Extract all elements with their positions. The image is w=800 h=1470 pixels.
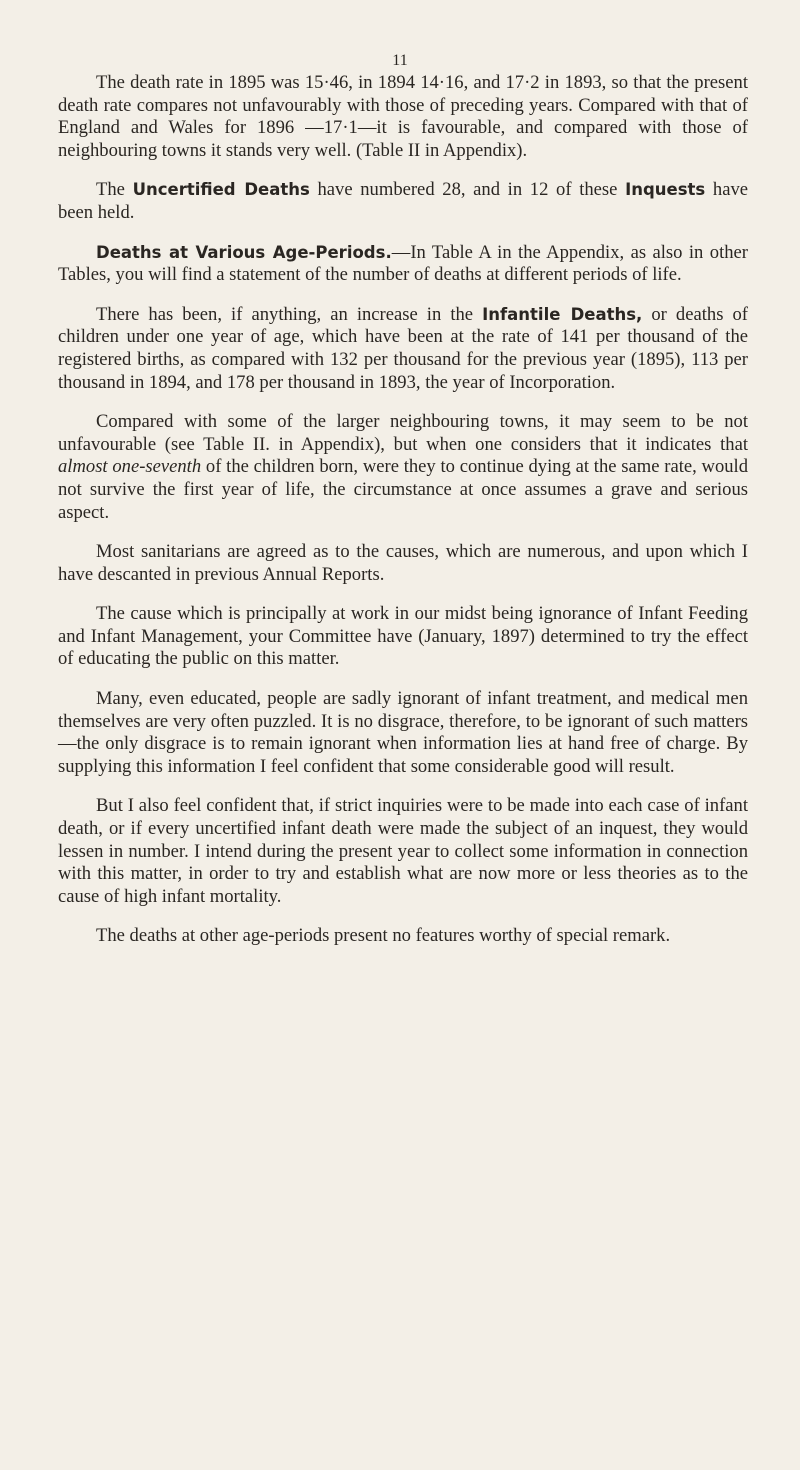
paragraph-death-rate: The death rate in 1895 was 15·46, in 1894 14·16, and 17·2 in 1893, so that the present death rate compares not unfavourably with those of preceding years. Compared with that of England and Wales for 1896 —17·1—it is favourable, and compared with those of neighbouring towns it stands very well. (Table II in Appendix). — [58, 72, 748, 161]
emphasis-one-seventh: almost one-seventh — [58, 456, 202, 478]
text-run: Compared with some of the larger neighbouring towns, it may seem to be not unfavourable (see Table II. in Appendix), but when one considers that it indicates that — [58, 411, 748, 455]
paragraph-comparison — [58, 411, 748, 524]
text-run: There has been, if anything, an increase in the — [96, 303, 483, 325]
heading-uncertified-deaths: Uncertified Deaths — [132, 180, 310, 200]
text-run: have been held. — [58, 179, 749, 223]
paragraph-age-periods — [58, 242, 748, 287]
paragraph-sanitarians: Most sanitarians are agreed as to the causes, which are numerous, and upon which I have descanted in previous Annual Reports. — [58, 541, 748, 585]
page-number: 11 — [392, 52, 408, 69]
text-run: of the children born, were they to continue dying at the same rate, would not survive the first year of life, the circumstance at once assumes a grave and serious aspect. — [58, 456, 749, 523]
paragraph-infantile-deaths — [58, 304, 748, 394]
text-run: have numbered 28, and in 12 of these — [309, 179, 626, 201]
text-run: The — [96, 179, 133, 201]
paragraph-educated-people: Many, even educated, people are sadly ignorant of infant treatment, and medical men themselves are very often puzzled. It is no disgrace, therefore, to be ignorant of such matters—the only disgrace is to remain ignorant when information lies at hand free of charge. By supplying this information I feel confident that some considerable good will result. — [58, 688, 748, 777]
heading-inquests: Inquests — [625, 180, 706, 200]
paragraph-uncertified-deaths — [58, 179, 748, 224]
text-run: or deaths of children under one year of age, which have been at the rate of 141 per thousand of the registered births, as compared with 132 per thousand for the previous year (1895), 113 per thousand in 1894, and 178 per thousand in 1893, the year of Incorporation. — [58, 303, 748, 393]
text-run: —In Table A in the Appendix, as also in other Tables, you will find a statement of the number of deaths at different periods of life. — [58, 241, 748, 286]
paragraph-other-age-periods: The deaths at other age-periods present no features worthy of special remark. — [96, 925, 671, 947]
paragraph-ignorance: The cause which is principally at work in our midst being ignorance of Infant Feeding and Infant Management, your Committee have (January, 1897) determined to try the effect of educating the public on this matter. — [58, 603, 748, 670]
body-text — [58, 72, 748, 965]
heading-infantile-deaths: Infantile Deaths, — [482, 304, 643, 324]
paragraph-inquiries: But I also feel confident that, if strict inquiries were to be made into each case of infant death, or if every uncertified infant death were made the subject of an inquest, they would lessen in number. I intend during the present year to collect some information in connection with this matter, in order to try and establish what are now more or less theories as to the cause of high infant mortality. — [58, 795, 748, 907]
heading-age-periods: Deaths at Various Age-Periods. — [96, 242, 392, 262]
